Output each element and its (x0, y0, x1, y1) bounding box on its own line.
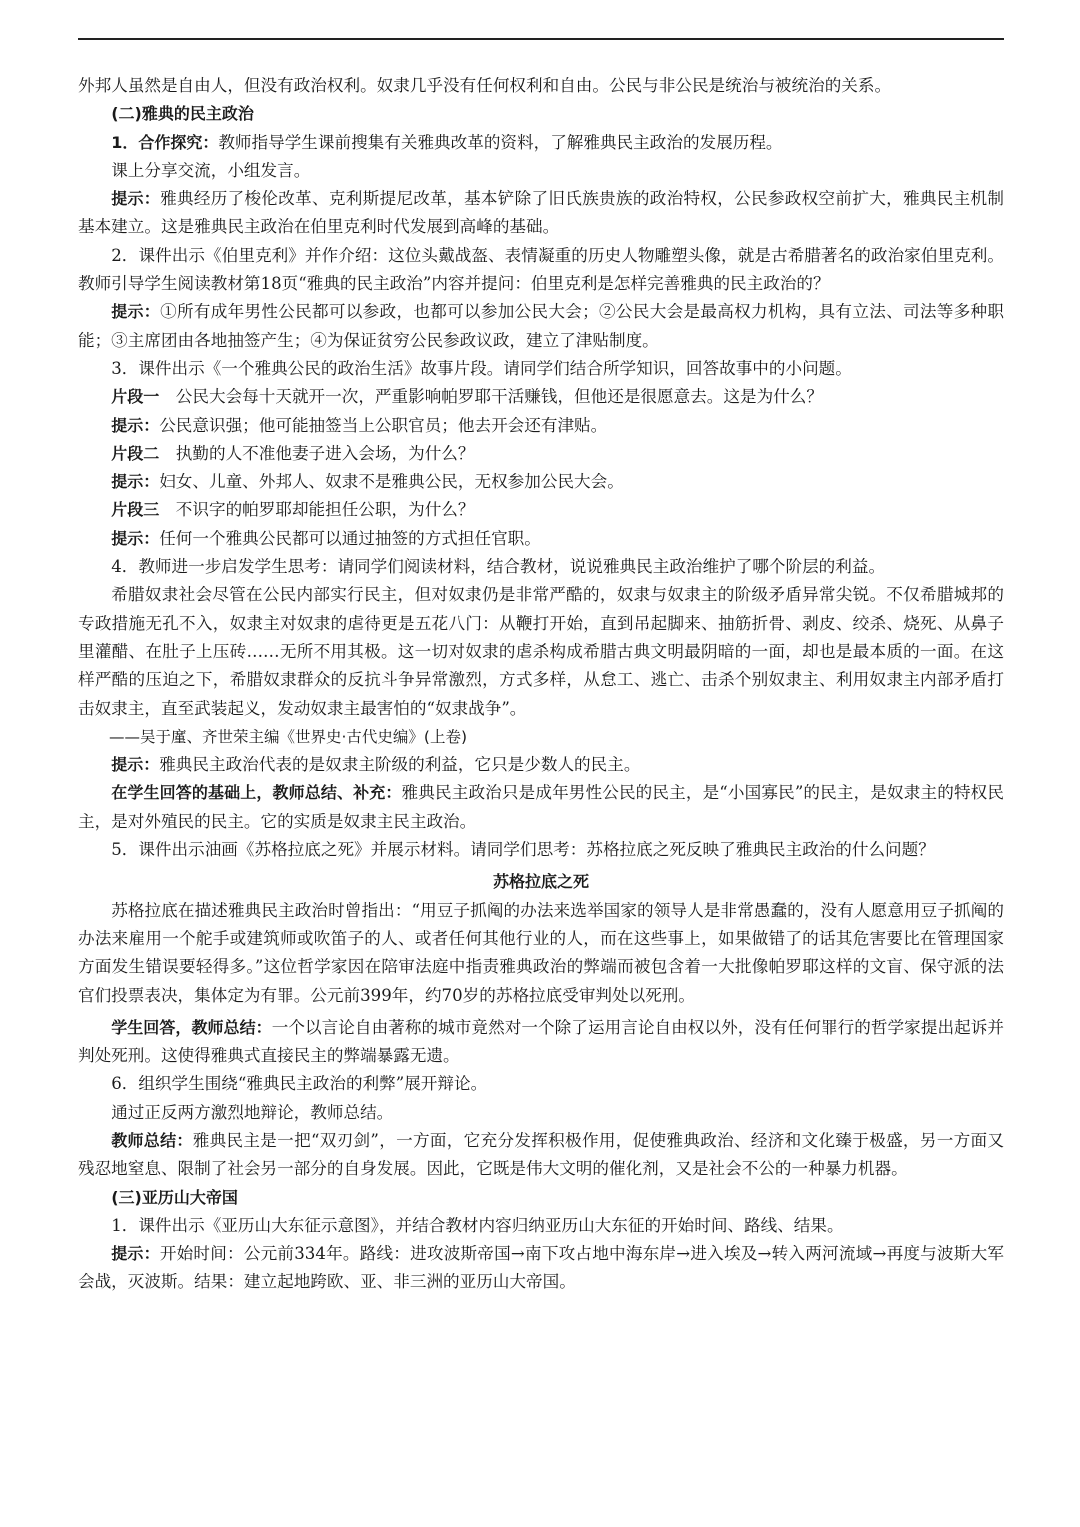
material-paragraph: 希腊奴隶社会尽管在公民内部实行民主，但对奴隶仍是非常严酷的，奴隶与奴隶主的阶级矛盾异常尖锐。不仅希腊城邦的专政措施无孔不入，奴隶主对奴隶的虐待更是五花八门：从鞭打开始，直到吊起脚来、抽筋折骨、剥皮、绞杀、烧死、从鼻子里灌醋、在肚子上压砖……无所不用其极。这一切对奴隶的虐杀构成希腊古典文明最阴暗的一面，却也是最本质的一面。在这样严酷的压迫之下，希腊奴隶群众的反抗斗争异常激烈，方式多样，从怠工、逃亡、击杀个别奴隶主、利用奴隶主内部矛盾打击奴隶主，直至武装起义，发动奴隶主最害怕的“奴隶战争”。 (78, 585, 1004, 718)
hint-paragraph: 提示：雅典民主政治代表的是奴隶主阶级的利益，它只是少数人的民主。 (111, 755, 641, 775)
paragraph: 3．课件出示《一个雅典公民的政治生活》故事片段。请同学们结合所学知识，回答故事中的小问题。 (111, 358, 852, 378)
story-segment: 片段一 公民大会每十天就开一次，严重影响帕罗耶干活赚钱，但他还是很愿意去。这是为什么？ (111, 387, 823, 407)
summary-paragraph: 在学生回答的基础上，教师总结、补充：雅典民主政治只是成年男性公民的民主，是“小国寡民”的民主，是奴隶主的特权民主，是对外殖民的民主。它的实质是奴隶主民主政治。 (78, 783, 1004, 831)
hint-paragraph: 提示：开始时间：公元前334年。路线：进攻波斯帝国→南下攻占地中海东岸→进入埃及→转入两河流域→再度与波斯大军会战，灭波斯。结果：建立起地跨欧、亚、非三洲的亚历山大帝国。 (78, 1244, 1004, 1292)
hint-paragraph: 提示：妇女、儿童、外邦人、奴隶不是雅典公民，无权参加公民大会。 (111, 472, 624, 492)
paragraph: 6．组织学生围绕“雅典民主政治的利弊”展开辩论。 (111, 1074, 488, 1094)
paragraph: 1．课件出示《亚历山大东征示意图》，并结合教材内容归纳亚历山大东征的开始时间、路线、结果。 (111, 1215, 844, 1235)
summary-paragraph: 学生回答，教师总结：一个以言论自由著称的城市竟然对一个除了运用言论自由权以外，没有任何罪行的哲学家提出起诉并判处死刑。这使得雅典式直接民主的弊端暴露无遗。 (78, 1017, 1004, 1066)
citation: ——吴于廑、齐世荣主编《世界史·古代史编》(上卷) (109, 727, 468, 746)
material-title: 苏格拉底之死 (492, 872, 589, 892)
hint-paragraph: 提示：公民意识强；他可能抽签当上公职官员；他去开会还有津贴。 (111, 415, 608, 435)
story-segment: 片段二 执勤的人不准他妻子进入会场，为什么？ (111, 443, 475, 463)
hint-paragraph: 提示：雅典经历了梭伦改革、克利斯提尼改革，基本铲除了旧氏族贵族的政治特权，公民参政权空前扩大，雅典民主机制基本建立。这是雅典民主政治在伯里克利时代发展到高峰的基础。 (78, 189, 1004, 237)
paragraph: 5．课件出示油画《苏格拉底之死》并展示材料。请同学们思考：苏格拉底之死反映了雅典民主政治的什么问题？ (111, 840, 935, 860)
paragraph: 2．课件出示《伯里克利》并作介绍：这位头戴战盔、表情凝重的历史人物雕塑头像，就是古希腊著名的政治家伯里克利。教师引导学生阅读教材第18页“雅典的民主政治”内容并提问：伯里克利是怎样完善雅典的民主政治的？ (78, 245, 1004, 294)
paragraph: 1．合作探究：教师指导学生课前搜集有关雅典改革的资料，了解雅典民主政治的发展历程。 (111, 132, 783, 152)
paragraph: 通过正反两方激烈地辩论，教师总结。 (111, 1102, 394, 1122)
paragraph: 4．教师进一步启发学生思考：请同学们阅读材料，结合教材，说说雅典民主政治维护了哪个阶层的利益。 (111, 557, 886, 577)
section-heading: (三)亚历山大帝国 (111, 1187, 238, 1207)
hint-paragraph: 提示：任何一个雅典公民都可以通过抽签的方式担任官职。 (111, 528, 541, 548)
paragraph: 课上分享交流，小组发言。 (111, 160, 311, 180)
hint-paragraph: 提示：①所有成年男性公民都可以参政，也都可以参加公民大会；②公民大会是最高权力机构，具有立法、司法等多种职能；③主席团由各地抽签产生；④为保证贫穷公民参政议政，建立了津贴制度。 (78, 302, 1004, 350)
header-rule (78, 38, 1004, 40)
document-body (78, 72, 1004, 1297)
summary-paragraph: 教师总结：雅典民主是一把“双刃剑”，一方面，它充分发挥积极作用，促使雅典政治、经济和文化臻于极盛，另一方面又残忍地窒息、限制了社会另一部分的自身发展。因此，它既是伟大文明的催化剂，又是社会不公的一种暴力机器。 (78, 1130, 1004, 1179)
story-segment: 片段三 不识字的帕罗耶却能担任公职，为什么？ (111, 500, 475, 520)
material-paragraph: 苏格拉底在描述雅典民主政治时曾指出：“用豆子抓阄的办法来选举国家的领导人是非常愚蠢的，没有人愿意用豆子抓阄的办法来雇用一个舵手或建筑师或吹笛子的人、或者任何其他行业的人，而在这些事上，如果做错了的话其危害要比在管理国家方面发生错误要轻得多。”这位哲学家因在陪审法庭中指责雅典政治的弊端而被包含着一大批像帕罗耶这样的文盲、保守派的法官们投票表决，集体定为有罪。公元前399年，约70岁的苏格拉底受审判处以死刑。 (78, 900, 1004, 1005)
section-heading: (二)雅典的民主政治 (111, 104, 254, 124)
paragraph: 外邦人虽然是自由人，但没有政治权利。奴隶几乎没有任何权利和自由。公民与非公民是统治与被统治的关系。 (78, 76, 892, 95)
